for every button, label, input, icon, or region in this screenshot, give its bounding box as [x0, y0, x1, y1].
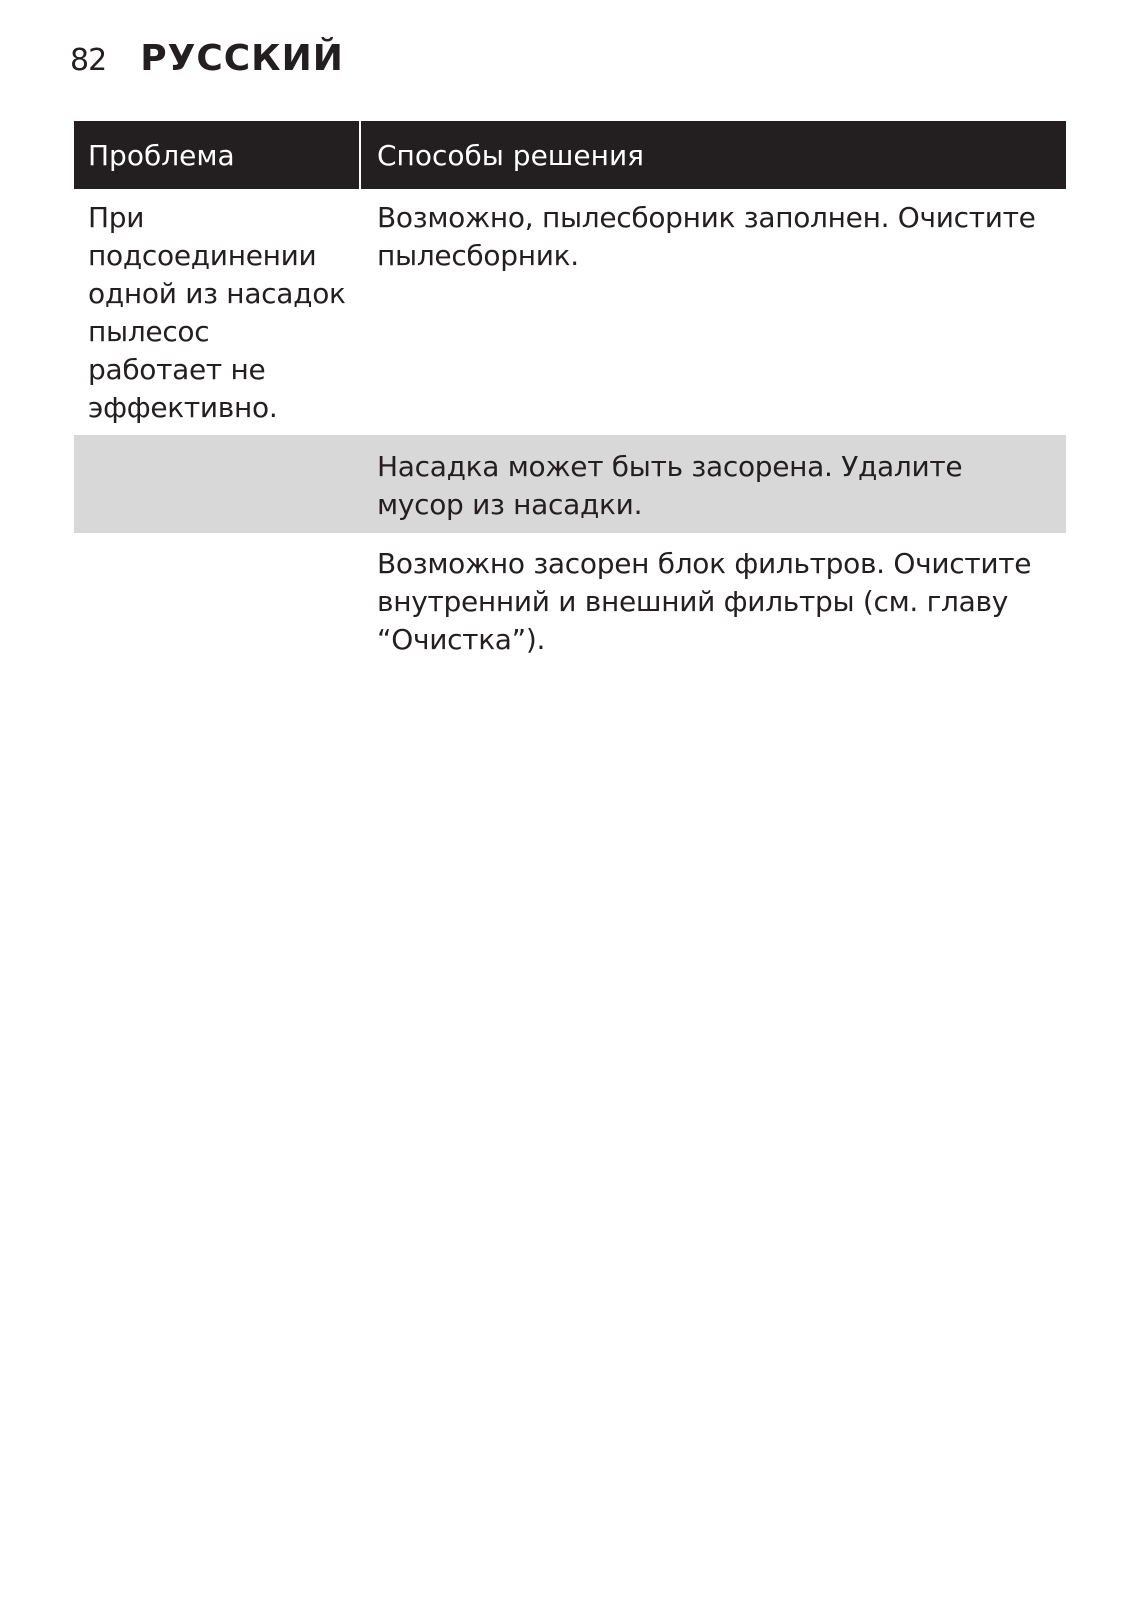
- troubleshooting-table: [74, 121, 1066, 669]
- page-number: 82: [70, 43, 107, 78]
- problem-cell: [74, 533, 361, 669]
- section-title: РУССКИЙ: [140, 38, 344, 79]
- column-header-problem: Проблема: [74, 121, 359, 189]
- solution-cell: Насадка может быть засорена. Удалите мусор из насадки.: [361, 435, 1066, 533]
- solution-cell: Возможно засорен блок фильтров. Очистите внутренний и внешний фильтры (см. главу “Очистка”).: [377, 547, 1032, 656]
- table-row: [74, 533, 1066, 669]
- table-row: [74, 435, 1066, 533]
- page-header: [70, 38, 344, 88]
- table-header-row: [74, 121, 1066, 189]
- column-header-solution: Способы решения: [361, 121, 1066, 189]
- problem-cell: При подсоединении одной из насадок пылесос работает не эффективно.: [88, 201, 346, 424]
- table-row: [74, 189, 1066, 435]
- problem-cell: [74, 435, 361, 533]
- solution-cell: Возможно, пылесборник заполнен. Очистите пылесборник.: [377, 201, 1036, 272]
